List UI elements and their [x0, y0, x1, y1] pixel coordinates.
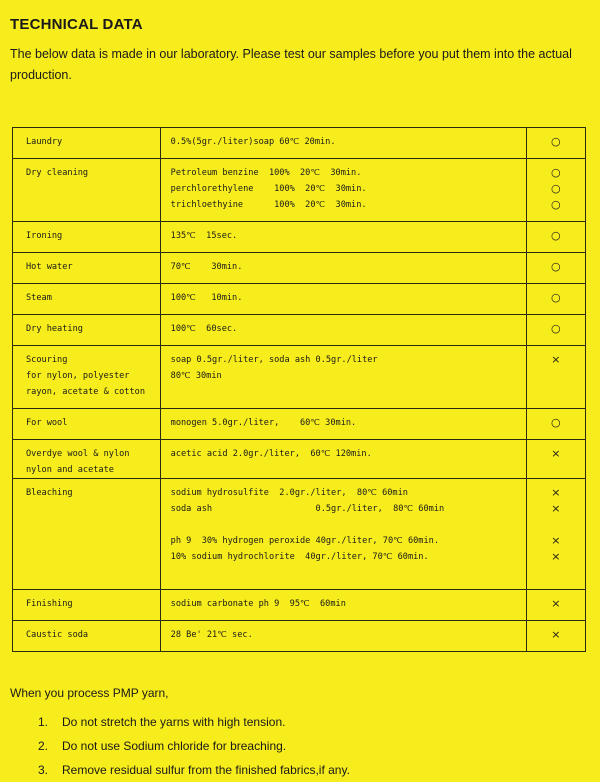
- table-row: [13, 621, 586, 652]
- table-row: [13, 315, 586, 346]
- note-item: [38, 734, 350, 758]
- test-name: [13, 440, 161, 479]
- test-condition: [160, 479, 526, 590]
- test-name-line: Dry heating: [26, 324, 83, 334]
- test-name: [13, 315, 161, 346]
- note-number: 3.: [38, 763, 49, 777]
- test-condition-line: [171, 517, 526, 533]
- test-result: [526, 284, 585, 315]
- result-mark: ×: [551, 628, 561, 641]
- test-result: [526, 346, 585, 409]
- test-condition-line: 10% sodium hydrochlorite 40gr./liter, 70℃ 60min.: [170, 552, 429, 562]
- test-condition: [160, 284, 526, 315]
- test-condition: [160, 128, 526, 159]
- test-name-line: Caustic soda: [26, 630, 89, 640]
- test-condition-line: monogen 5.0gr./liter, 60℃ 30min.: [170, 418, 357, 428]
- test-name: [13, 479, 161, 590]
- test-name-line: Hot water: [26, 262, 73, 272]
- result-mark: [527, 517, 585, 533]
- table-row: [13, 590, 586, 621]
- test-result: [526, 409, 585, 440]
- test-result: [526, 253, 585, 284]
- note-item: [38, 710, 350, 734]
- test-condition-line: 0.5%(5gr./liter)soap 60℃ 20min.: [170, 137, 336, 147]
- test-condition: [160, 440, 526, 479]
- test-condition-line: soap 0.5gr./liter, soda ash 0.5gr./liter: [170, 355, 378, 365]
- test-condition-line: 70℃ 30min.: [170, 262, 243, 272]
- test-name-line: Dry cleaning: [26, 168, 89, 178]
- note-text: Do not stretch the yarns with high tension.: [62, 715, 286, 729]
- page-title: TECHNICAL DATA: [10, 16, 143, 33]
- note-number: 1.: [38, 715, 49, 729]
- result-mark: ○: [551, 291, 561, 304]
- result-mark: ×: [551, 447, 561, 460]
- test-name-line: Bleaching: [26, 488, 73, 498]
- test-condition-line: trichloethyine 100% 20℃ 30min.: [170, 200, 367, 210]
- test-name-line: for nylon, polyester: [26, 371, 130, 381]
- result-mark: ○: [551, 198, 561, 211]
- test-condition-line: perchlorethylene 100% 20℃ 30min.: [170, 184, 367, 194]
- result-mark: ○: [551, 182, 561, 195]
- note-text: Remove residual sulfur from the finished fabrics,if any.: [62, 763, 350, 777]
- test-name: [13, 128, 161, 159]
- test-condition: [160, 222, 526, 253]
- test-condition: [160, 315, 526, 346]
- test-result: [526, 222, 585, 253]
- test-condition: [160, 621, 526, 652]
- test-name-line: Steam: [26, 293, 52, 303]
- table-row: [13, 253, 586, 284]
- test-name: [13, 159, 161, 222]
- test-name: [13, 621, 161, 652]
- result-mark: ○: [551, 416, 561, 429]
- test-name-line: rayon, acetate & cotton: [26, 387, 145, 397]
- test-name-line: Ironing: [26, 231, 63, 241]
- result-mark: ×: [551, 502, 561, 515]
- note-item: [38, 758, 350, 782]
- test-condition-line: acetic acid 2.0gr./liter, 60℃ 120min.: [170, 449, 372, 459]
- notes-heading: When you process PMP yarn,: [10, 686, 169, 700]
- test-condition-line: 80℃ 30min: [170, 371, 222, 381]
- test-condition-line: 100℃ 60sec.: [170, 324, 238, 334]
- test-name: [13, 222, 161, 253]
- test-condition: [160, 346, 526, 409]
- test-name: [13, 409, 161, 440]
- result-mark: ○: [551, 135, 561, 148]
- test-condition: [160, 159, 526, 222]
- test-condition-line: sodium hydrosulfite 2.0gr./liter, 80℃ 60min: [170, 488, 408, 498]
- table-row: [13, 409, 586, 440]
- table-row: [13, 284, 586, 315]
- test-result: [526, 479, 585, 590]
- note-number: 2.: [38, 739, 49, 753]
- test-name: [13, 346, 161, 409]
- result-mark: ○: [551, 260, 561, 273]
- test-name-line: Laundry: [26, 137, 63, 147]
- result-mark: ×: [551, 550, 561, 563]
- test-name-line: nylon and acetate: [26, 465, 114, 475]
- test-name: [13, 284, 161, 315]
- test-condition: [160, 590, 526, 621]
- test-name-line: For wool: [26, 418, 68, 428]
- intro-text: The below data is made in our laboratory. Please test our samples before you put them into the actual production.: [10, 47, 572, 82]
- test-condition-line: 28 Be' 21℃ sec.: [170, 630, 253, 640]
- test-name: [13, 253, 161, 284]
- test-condition: [160, 409, 526, 440]
- test-result: [526, 590, 585, 621]
- notes-list: [38, 710, 350, 782]
- test-condition-line: Petroleum benzine 100% 20℃ 30min.: [170, 168, 362, 178]
- test-condition-line: soda ash 0.5gr./liter, 80℃ 60min: [170, 504, 445, 514]
- table-row: [13, 479, 586, 590]
- result-mark: ×: [551, 486, 561, 499]
- test-condition-line: sodium carbonate ph 9 95℃ 60min: [170, 599, 346, 609]
- test-name: [13, 590, 161, 621]
- table-row: [13, 128, 586, 159]
- result-mark: ×: [551, 534, 561, 547]
- result-mark: ○: [551, 322, 561, 335]
- test-name-line: Finishing: [26, 599, 73, 609]
- test-name-line: Overdye wool & nylon: [26, 449, 130, 459]
- test-condition-line: 100℃ 10min.: [170, 293, 243, 303]
- test-result: [526, 159, 585, 222]
- test-name-line: Scouring: [26, 355, 68, 365]
- test-condition: [160, 253, 526, 284]
- table-row: [13, 440, 586, 479]
- test-condition-line: ph 9 30% hydrogen peroxide 40gr./liter, 70℃ 60min.: [170, 536, 440, 546]
- test-result: [526, 315, 585, 346]
- table-row: [13, 346, 586, 409]
- table-row: [13, 222, 586, 253]
- test-result: [526, 128, 585, 159]
- result-mark: ×: [551, 597, 561, 610]
- note-text: Do not use Sodium chloride for breaching.: [62, 739, 287, 753]
- result-mark: ×: [551, 353, 561, 366]
- test-condition-line: 135℃ 15sec.: [170, 231, 238, 241]
- result-mark: ○: [551, 229, 561, 242]
- table-row: [13, 159, 586, 222]
- result-mark: ○: [551, 166, 561, 179]
- technical-data-table: [12, 127, 586, 652]
- test-result: [526, 440, 585, 479]
- test-result: [526, 621, 585, 652]
